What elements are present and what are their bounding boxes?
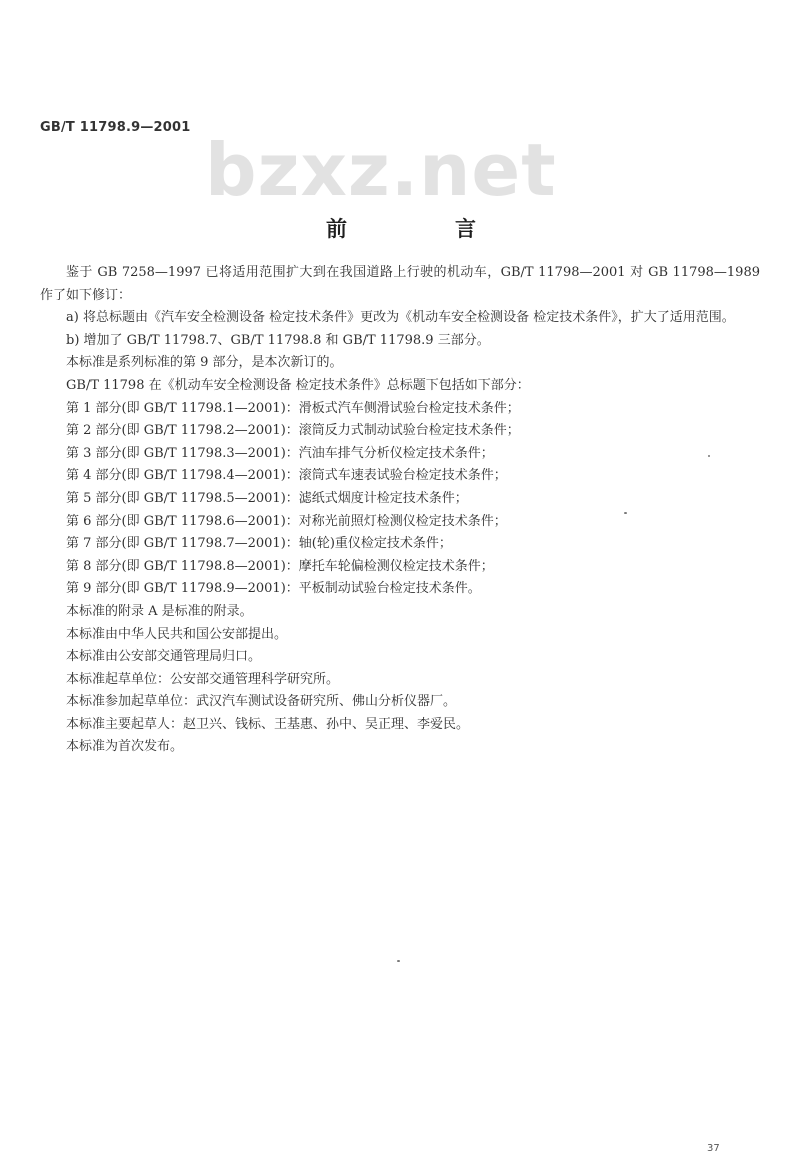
page-title (326, 213, 476, 243)
paragraph: 本标准为首次发布。 (66, 739, 184, 755)
paragraph: 本标准的附录 A 是标准的附录。 (66, 603, 253, 619)
scan-speck (397, 960, 400, 962)
list-item: 第 3 部分(即 GB/T 11798.3—2001)：汽油车排气分析仪检定技术条件； (66, 445, 494, 461)
paragraph: 本标准是系列标准的第 9 部分，是本次新订的。 (66, 355, 343, 371)
scan-speck (708, 455, 710, 457)
list-item: 第 8 部分(即 GB/T 11798.8—2001)：摩托车轮偏检测仪检定技术条件； (66, 558, 494, 574)
list-item: 第 2 部分(即 GB/T 11798.2—2001)：滚筒反力式制动试验台检定技术条件； (66, 423, 520, 439)
paragraph: GB/T 11798 在《机动车安全检测设备 检定技术条件》总标题下包括如下部分： (66, 377, 530, 393)
paragraph: a) 将总标题由《汽车安全检测设备 检定技术条件》更改为《机动车安全检测设备 检定技术条件》，扩大了适用范围。 (66, 310, 735, 326)
foreword-body (40, 262, 760, 759)
list-item: 第 9 部分(即 GB/T 11798.9—2001)：平板制动试验台检定技术条件。 (66, 581, 481, 597)
paragraph: 本标准由中华人民共和国公安部提出。 (66, 626, 288, 642)
paragraph: b) 增加了 GB/T 11798.7、GB/T 11798.8 和 GB/T 11798.9 三部分。 (66, 332, 490, 348)
watermark: bzxz.net (205, 128, 557, 212)
paragraph: 本标准主要起草人：赵卫兴、钱标、王基惠、孙中、吴正理、李爱民。 (66, 716, 470, 732)
list-item: 第 5 部分(即 GB/T 11798.5—2001)：滤纸式烟度计检定技术条件； (66, 490, 468, 506)
list-item: 第 6 部分(即 GB/T 11798.6—2001)：对称光前照灯检测仪检定技术条件； (66, 513, 507, 529)
paragraph: 本标准参加起草单位：武汉汽车测试设备研究所、佛山分析仪器厂。 (66, 694, 457, 710)
scan-speck (624, 512, 627, 514)
paragraph: 本标准由公安部交通管理局归口。 (66, 649, 262, 665)
paragraph: 本标准起草单位：公安部交通管理科学研究所。 (66, 671, 340, 687)
list-item: 第 1 部分(即 GB/T 11798.1—2001)：滑板式汽车侧滑试验台检定技术条件； (66, 400, 520, 416)
standard-code: GB/T 11798.9—2001 (40, 120, 191, 135)
page-number: 37 (707, 1143, 720, 1154)
list-item: 第 7 部分(即 GB/T 11798.7—2001)：轴(轮)重仪检定技术条件； (66, 536, 452, 552)
paragraph: 鉴于 GB 7258—1997 已将适用范围扩大到在我国道路上行驶的机动车，GB/T 11798—2001 对 GB 11798—1989 作了如下修订： (40, 265, 760, 303)
title-char-1: 前 (326, 216, 347, 241)
title-char-2: 言 (455, 216, 476, 241)
list-item: 第 4 部分(即 GB/T 11798.4—2001)：滚筒式车速表试验台检定技术条件； (66, 468, 507, 484)
